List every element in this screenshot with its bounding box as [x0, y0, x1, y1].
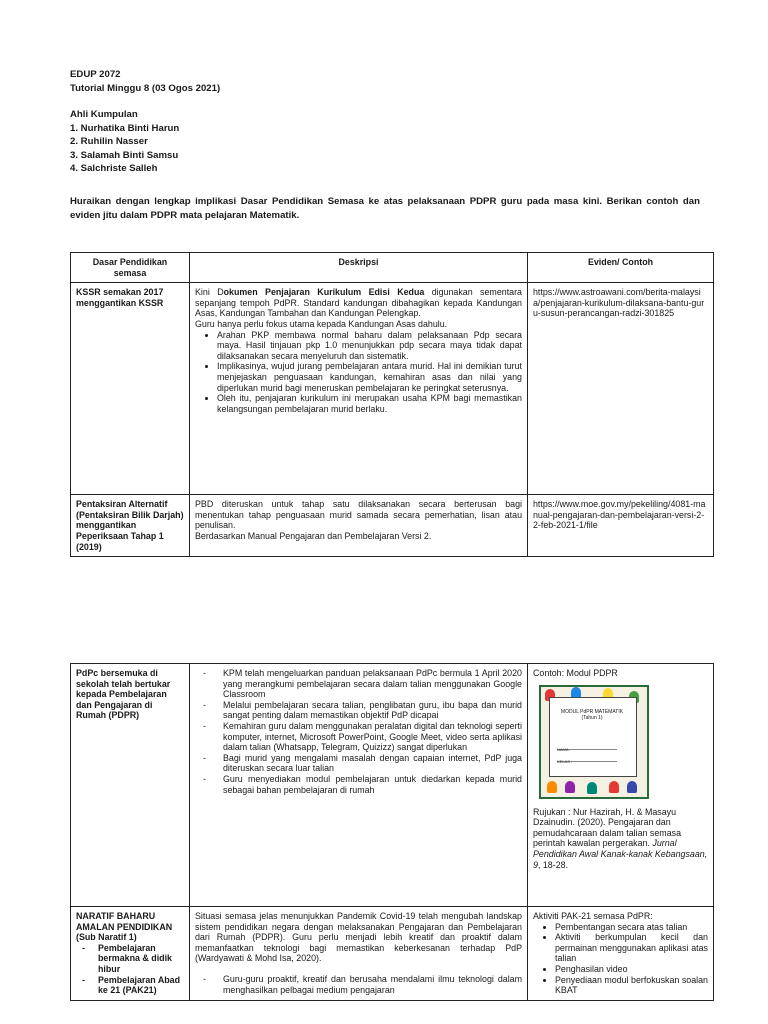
- member-item: 2. Ruhilin Nasser: [70, 136, 148, 147]
- sub-list: [76, 943, 184, 996]
- table-row: [71, 907, 714, 1001]
- member-item: 4. Salchriste Salleh: [70, 163, 158, 174]
- list-item: • Arahan PKP membawa normal baharu dalam pelaksanaan Pdp secara maya. Hasil tinjauan pkp 1.0 menunjukkan pdp secara maya tidak dapat dilaksanakan secara menyeluruh dan sistematik.: [217, 330, 522, 362]
- evidence-link[interactable]: https://www.moe.gov.my/pekeliling/4081-manual-pengajaran-dan-pembelajaran-versi-2-2-feb-2021-1/file: [533, 499, 706, 531]
- module-name-label: NAMA :: [557, 745, 617, 750]
- bullet-list: [195, 330, 522, 415]
- list-item: - Pembelajaran bermakna & didik hibur: [98, 943, 184, 975]
- evidence-cell: [528, 495, 714, 557]
- list-item: - Melalui pembelajaran secara talian, penglibatan guru, ibu bapa dan murid sangat penting dalam memastikan objektif PdP dicapai: [223, 700, 522, 721]
- reference-text: Rujukan : Nur Hazirah, H. & Masayu Dzainudin. (2020). Pengajaran dan pemudahcaraan dalam talian semasa perintah kawalan pergerakan. Jurnal Pendidikan Awal Kanak-kanak Kebangsaan, 9, 18-28.: [533, 806, 708, 870]
- list-item: • Penyediaan modul berfokuskan soalan KBAT: [555, 975, 708, 996]
- policy-cell: [71, 907, 190, 1001]
- dash-list: [195, 974, 522, 995]
- description-focus: Guru hanya perlu fokus utama kepada Kandungan Asas dahulu.: [195, 318, 448, 329]
- description-text: PBD diteruskan untuk tahap satu dilaksanakan secara berterusan bagi menentukan tahap penguasaan murid samada secara pemerhatian, lisan atau penulisan.: [195, 499, 522, 531]
- list-item: - Kemahiran guru dalam menggunakan peralatan digital dan teknologi seperti komputer, internet, Microsoft PowerPoint, Google Meet, video serta aplikasi dalam talian (Whatsapp, Telegram, Quizizz) sangat diperlukan: [223, 721, 522, 753]
- tutorial-title: Tutorial Minggu 8 (03 Ogos 2021): [70, 82, 221, 94]
- list-item: • Implikasinya, wujud jurang pembelajaran antara murid. Hal ini demikian turut menjejaskan penguasaan kandungan, kemahiran asas dan nilai yang diperlukan murid bagi meneruskan pembelajaran ke peringkat seterusnya.: [217, 361, 522, 393]
- evidence-cell: [528, 283, 714, 495]
- description-text: Berdasarkan Manual Pengajaran dan Pembelajaran Versi 2.: [195, 530, 432, 541]
- list-item: - Guru menyediakan modul pembelajaran untuk diedarkan kepada murid sebagai bahan pembelajaran di rumah: [223, 774, 522, 795]
- table-row: [71, 283, 714, 495]
- list-item: • Oleh itu, penjajaran kurikulum ini merupakan usaha KPM bagi memastikan kelangsungan pembelajaran murid berlaku.: [217, 393, 522, 414]
- description-cell: [190, 664, 528, 907]
- dash-list: [195, 668, 522, 795]
- table-row: [71, 664, 714, 907]
- policy-title: NARATIF BAHARU AMALAN PENDIDIKAN (Sub Naratif 1): [76, 911, 173, 943]
- members-title: Ahli Kumpulan: [70, 109, 138, 120]
- list-item: - Bagi murid yang mengalami masalah dengan capaian internet, PdP juga diteruskan secara luar talian: [223, 753, 522, 774]
- evidence-title: Aktiviti PAK-21 semasa PdPR:: [533, 911, 653, 921]
- policy-table-continued: [70, 663, 714, 1001]
- header-description: Deskripsi: [190, 253, 528, 283]
- policy-cell: PdPc bersemuka di sekolah telah bertukar kepada Pembelajaran dan Pengajaran di Rumah (PDPR): [71, 664, 190, 907]
- description-cell: [190, 907, 528, 1001]
- header-evidence: Eviden/ Contoh: [528, 253, 714, 283]
- header-policy: Dasar Pendidikan semasa: [71, 253, 190, 283]
- policy-table: [70, 252, 714, 557]
- evidence-link[interactable]: https://www.astroawani.com/berita-malaysia/penjajaran-kurikulum-dilaksana-bantu-guru-susun-perancangan-radzi-301825: [533, 287, 705, 319]
- evidence-cell: [528, 664, 714, 907]
- list-item: • Aktiviti berkumpulan kecil dan permainan menggunakan aplikasi atas talian: [555, 932, 708, 964]
- document-header: [70, 68, 220, 176]
- list-item: • Penghasilan video: [555, 964, 708, 975]
- table-header-row: [71, 253, 714, 283]
- description-text: Situasi semasa jelas menunjukkan Pandemik Covid-19 telah mengubah landskap sistem pendidikan negara dengan melaksanakan Pengajaran dan Pembelajaran dari Rumah (PDPR). Guru perlu menjadi lebih kreatif dan proaktif dalam memanfaatkan teknologi bagi memastikan keberkesanan terhadap PdP (Wardyawati & Mohd Isa, 2020).: [195, 911, 522, 964]
- module-cover-image: [539, 685, 649, 799]
- module-cover-title: MODUL PdPR MATEMATIK (Tahun 1): [560, 708, 624, 721]
- description-intro: Kini Dokumen Penjajaran Kurikulum Edisi Kedua digunakan sementara sepanjang tempoh PdPR. Standard kandungan dibahagikan kepada Kandungan Asas, Kandungan Tambahan dan Kandungan Pelengkap.: [195, 287, 522, 319]
- policy-cell: Pentaksiran Alternatif (Pentaksiran Bilik Darjah) menggantikan Peperiksaan Tahap 1 (2019): [71, 495, 190, 557]
- list-item: • Pembentangan secara atas talian: [555, 922, 708, 933]
- description-cell: [190, 495, 528, 557]
- table-row: [71, 495, 714, 557]
- evidence-cell: [528, 907, 714, 1001]
- list-item: - Pembelajaran Abad ke 21 (PAK21): [98, 975, 184, 996]
- question-text: Huraikan dengan lengkap implikasi Dasar Pendidikan Semasa ke atas pelaksanaan PDPR guru pada masa kini. Berikan contoh dan eviden jitu dalam PDPR mata pelajaran Matematik.: [70, 196, 700, 221]
- description-cell: [190, 283, 528, 495]
- module-class-label: KELAS :: [557, 757, 617, 762]
- member-item: 3. Salamah Binti Samsu: [70, 149, 179, 161]
- member-item: 1. Nurhatika Binti Harun: [70, 122, 180, 134]
- policy-cell: KSSR semakan 2017 menggantikan KSSR: [71, 283, 190, 495]
- evidence-title: Contoh: Modul PDPR: [533, 668, 618, 678]
- course-code: EDUP 2072: [70, 69, 121, 80]
- bullet-list: [533, 922, 708, 996]
- list-item: - Guru-guru proaktif, kreatif dan berusaha mendalami ilmu teknologi dalam menghasilkan pelbagai medium pengajaran: [223, 974, 522, 995]
- list-item: - KPM telah mengeluarkan panduan pelaksanaan PdPc bermula 1 April 2020 yang merangkumi pembelajaran secara dalam talian menggunakan Google Classroom: [223, 668, 522, 700]
